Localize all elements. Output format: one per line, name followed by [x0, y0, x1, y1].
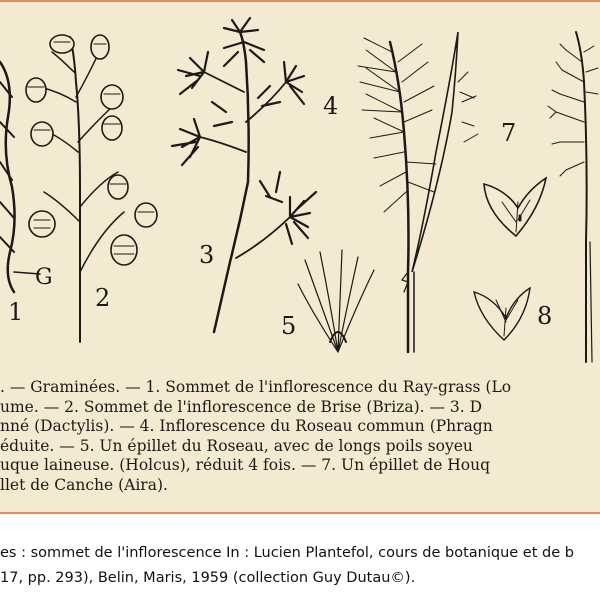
dactylis-drawing	[172, 18, 316, 332]
legend-line: éduite. — 5. Un épillet du Roseau, avec de longs poils soyeu	[0, 436, 473, 455]
figure-label-5: 5	[281, 312, 297, 340]
briza-drawing	[26, 35, 157, 342]
credit-line: 17, pp. 293), Belin, Maris, 1959 (collection Guy Dutau©).	[0, 570, 416, 586]
figure-label-g: G	[35, 265, 53, 290]
phragmites-drawing	[358, 32, 478, 352]
legend-line: nné (Dactylis). — 4. Inflorescence du Roseau commun (Phragn	[0, 417, 493, 435]
legend-line: . — Graminées. — 1. Sommet de l'inflorescence du Ray-grass (Lo	[0, 378, 512, 396]
figure-label-1: 1	[8, 298, 24, 326]
figure-label-4: 4	[323, 92, 339, 120]
figure-label-8: 8	[537, 302, 553, 330]
reed-spikelet-drawing	[298, 250, 374, 352]
figure-label-7: 7	[501, 119, 517, 147]
legend-line: uque laineuse. (Holcus), réduit 4 fois. — 7. Un épillet de Houq	[0, 456, 491, 474]
credit-line: es : sommet de l'inflorescence In : Lucien Plantefol, cours de botanique et de b	[0, 545, 574, 561]
legend-line: ume. — 2. Sommet de l'inflorescence de Brise (Briza). — 3. D	[0, 397, 483, 416]
figure-legend	[0, 378, 600, 495]
holcus-spikelet-drawing	[484, 178, 546, 236]
aira-spikelet-drawing	[474, 288, 530, 340]
legend-line: llet de Canche (Aira).	[0, 475, 168, 494]
image-credit	[0, 541, 600, 591]
grass-illustrations	[0, 2, 600, 372]
figure-label-3: 3	[199, 241, 215, 269]
figure-label-2: 2	[95, 284, 111, 312]
aira-panicle-drawing	[548, 32, 598, 362]
